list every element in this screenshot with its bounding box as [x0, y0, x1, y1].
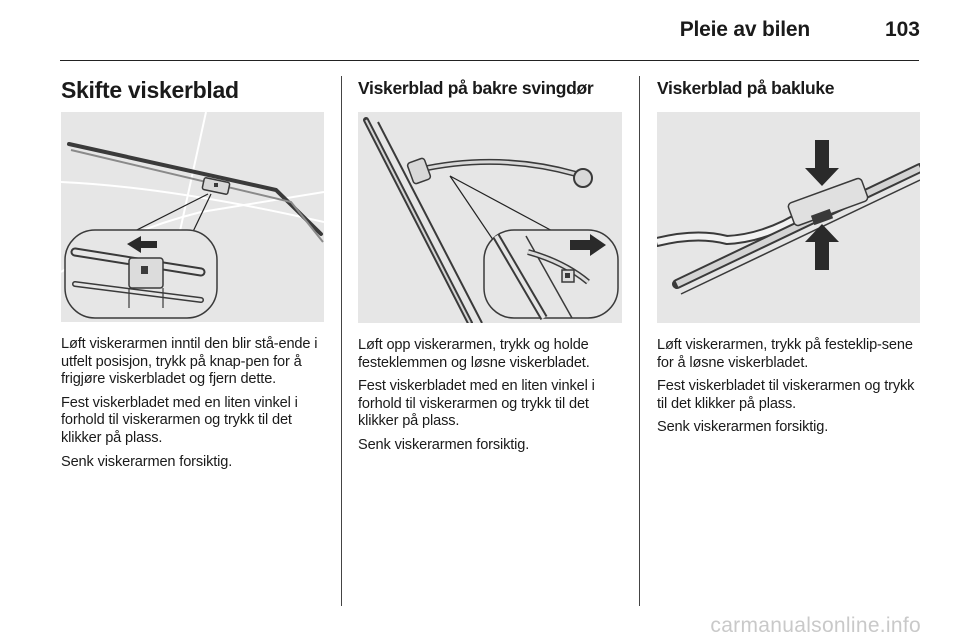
windscreen-wiper-drawing — [61, 112, 324, 322]
column-divider — [341, 76, 342, 606]
paragraph: Fest viskerbladet med en liten vinkel i forhold til viskerarmen og trykk til det klikker på plass. — [358, 378, 595, 430]
column-rear-side-door-wiper — [358, 76, 622, 461]
header-title: Pleie av bilen — [679, 18, 810, 41]
illustration-tailgate-wiper — [657, 112, 920, 323]
paragraph: Senk viskerarmen forsiktig. — [61, 453, 233, 470]
section-body — [358, 337, 622, 455]
footer-watermark: carmanualsonline.info — [710, 614, 921, 637]
illustration-windscreen-wiper — [61, 112, 324, 322]
paragraph: Løft viskerarmen, trykk på festeklip-sene for å løsne viskerbladet. — [657, 337, 913, 371]
paragraph: Fest viskerbladet med en liten vinkel i forhold til viskerarmen og trykk til det klikker på plass. — [61, 394, 298, 446]
tailgate-wiper-drawing — [657, 112, 920, 323]
rear-door-wiper-drawing — [358, 112, 622, 323]
section-heading: Viskerblad på bakluke — [657, 78, 835, 98]
column-tailgate-wiper — [657, 76, 920, 443]
header-rule — [60, 60, 919, 61]
page-number: 103 — [884, 18, 920, 41]
illustration-rear-side-door-wiper — [358, 112, 622, 323]
paragraph: Fest viskerbladet til viskerarmen og trykk til det klikker på plass. — [657, 378, 915, 412]
section-heading: Viskerblad på bakre svingdør — [358, 78, 594, 98]
paragraph: Løft opp viskerarmen, trykk og holde festeklemmen og løsne viskerbladet. — [358, 337, 590, 371]
section-body — [657, 337, 920, 437]
paragraph: Senk viskerarmen forsiktig. — [358, 436, 530, 453]
section-body — [61, 336, 324, 471]
paragraph: Senk viskerarmen forsiktig. — [657, 419, 829, 436]
column-replace-wiper-blade — [61, 76, 324, 477]
paragraph: Løft viskerarmen inntil den blir stå-ende i utfelt posisjon, trykk på knap-pen for å frigjøre viskerbladet og fjern dette. — [61, 336, 318, 388]
column-divider — [639, 76, 640, 606]
section-heading: Skifte viskerblad — [61, 77, 239, 103]
